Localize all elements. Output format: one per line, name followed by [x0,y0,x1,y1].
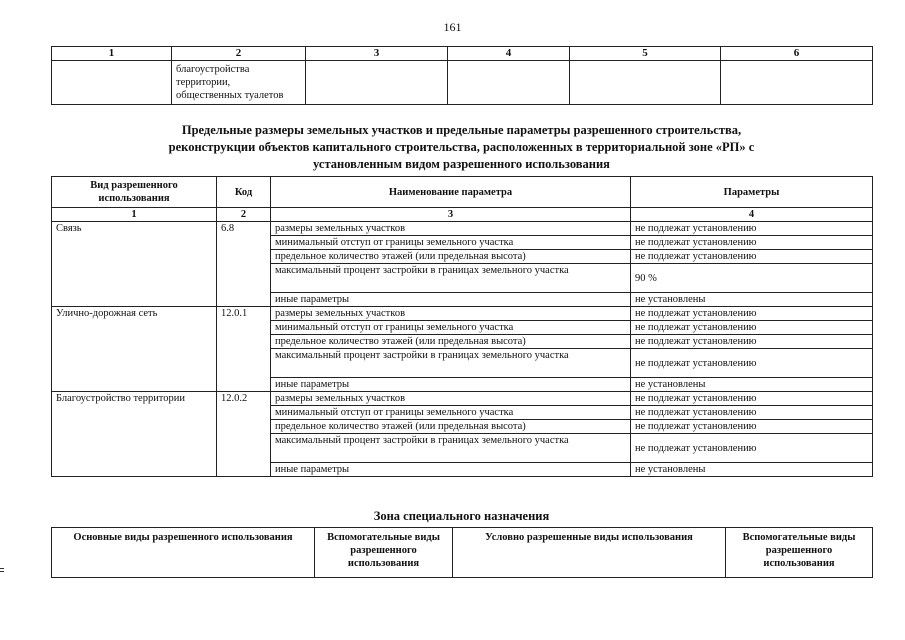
scan-edge-mark [0,568,4,569]
scan-edge-mark [0,571,4,572]
col-number-4: 4 [631,208,873,222]
use-type-cell: Связь [52,222,217,307]
special-zone-title: Зона специального назначения [373,509,550,523]
special-header-aux-uses: Вспомогательные виды разрешенного использования [315,528,453,578]
header-code: Код [217,177,271,208]
header-params: Параметры [631,177,873,208]
special-header-row [52,528,873,578]
param-name-cell: предельное количество этажей (или предельная высота) [271,420,631,434]
page-number: 161 [443,20,462,34]
param-value-cell: не подлежат установлению [631,335,873,349]
top-cell-2-line: благоустройства [176,64,250,75]
param-name-cell: минимальный отступ от границы земельного участка [271,321,631,335]
special-header-conditional-uses: Условно разрешенные виды использования [453,528,726,578]
param-value-cell: не подлежат установлению [631,434,873,463]
column-number-row [52,208,873,222]
zone-title-line: реконструкции объектов капитального строительства, расположенных в территориальной зоне «РП» с [168,140,755,154]
code-cell: 12.0.2 [217,392,271,477]
param-value-cell: не подлежат установлению [631,307,873,321]
param-value-cell: не установлены [631,378,873,392]
param-name-cell: максимальный процент застройки в границах земельного участка [271,349,631,378]
zone-title-line: установленным видом разрешенного использования [313,157,610,171]
top-col-5: 5 [570,47,721,61]
code-cell: 6.8 [217,222,271,307]
zone-rp-title [51,122,872,173]
top-col-6: 6 [721,47,873,61]
col-number-2: 2 [217,208,271,222]
top-col-3: 3 [306,47,448,61]
param-name-cell: иные параметры [271,463,631,477]
param-value-cell: не подлежат установлению [631,420,873,434]
param-value-cell: 90 % [631,264,873,293]
top-table-row [52,61,873,105]
header-param-name: Наименование параметра [271,177,631,208]
param-value-cell: не установлены [631,463,873,477]
param-name-cell: размеры земельных участков [271,222,631,236]
zone-title-line: Предельные размеры земельных участков и предельные параметры разрешенного строительства, [181,123,742,137]
param-value-cell: не подлежат установлению [631,250,873,264]
param-name-cell: размеры земельных участков [271,307,631,321]
param-name-cell: размеры земельных участков [271,392,631,406]
top-col-2: 2 [172,47,306,61]
param-value-cell: не подлежат установлению [631,349,873,378]
top-table-header-row [52,47,873,61]
param-value-cell: не установлены [631,293,873,307]
special-header-main-uses: Основные виды разрешенного использования [52,528,315,578]
param-name-cell: максимальный процент застройки в границах земельного участка [271,434,631,463]
param-value-cell: не подлежат установлению [631,236,873,250]
table-row [52,392,873,406]
top-cell-2 [172,61,306,105]
top-cell-6 [721,61,873,105]
use-type-cell: Благоустройство территории [52,392,217,477]
table-row [52,222,873,236]
use-type-cell: Улично-дорожная сеть [52,307,217,392]
param-name-cell: минимальный отступ от границы земельного участка [271,236,631,250]
top-cell-1 [52,61,172,105]
param-name-cell: иные параметры [271,378,631,392]
top-cell-5 [570,61,721,105]
top-col-1: 1 [52,47,172,61]
top-cell-3 [306,61,448,105]
param-value-cell: не подлежат установлению [631,406,873,420]
param-name-cell: предельное количество этажей (или предельная высота) [271,250,631,264]
param-value-cell: не подлежат установлению [631,392,873,406]
parameters-table [51,176,873,477]
parameters-header-row [52,177,873,208]
table-row [52,307,873,321]
top-cell-2-line: общественных туалетов [176,90,284,101]
top-col-4: 4 [448,47,570,61]
col-number-1: 1 [52,208,217,222]
header-use-type: Вид разрешенного использования [52,177,217,208]
top-cell-2-line: территории, [176,77,231,88]
param-name-cell: максимальный процент застройки в границах земельного участка [271,264,631,293]
special-header-aux-uses-2: Вспомогательные виды разрешенного использования [726,528,873,578]
param-name-cell: предельное количество этажей (или предельная высота) [271,335,631,349]
col-number-3: 3 [271,208,631,222]
param-value-cell: не подлежат установлению [631,222,873,236]
top-cell-4 [448,61,570,105]
special-zone-table [51,527,873,578]
param-name-cell: минимальный отступ от границы земельного участка [271,406,631,420]
code-cell: 12.0.1 [217,307,271,392]
param-value-cell: не подлежат установлению [631,321,873,335]
top-continuation-table [51,46,873,105]
param-name-cell: иные параметры [271,293,631,307]
